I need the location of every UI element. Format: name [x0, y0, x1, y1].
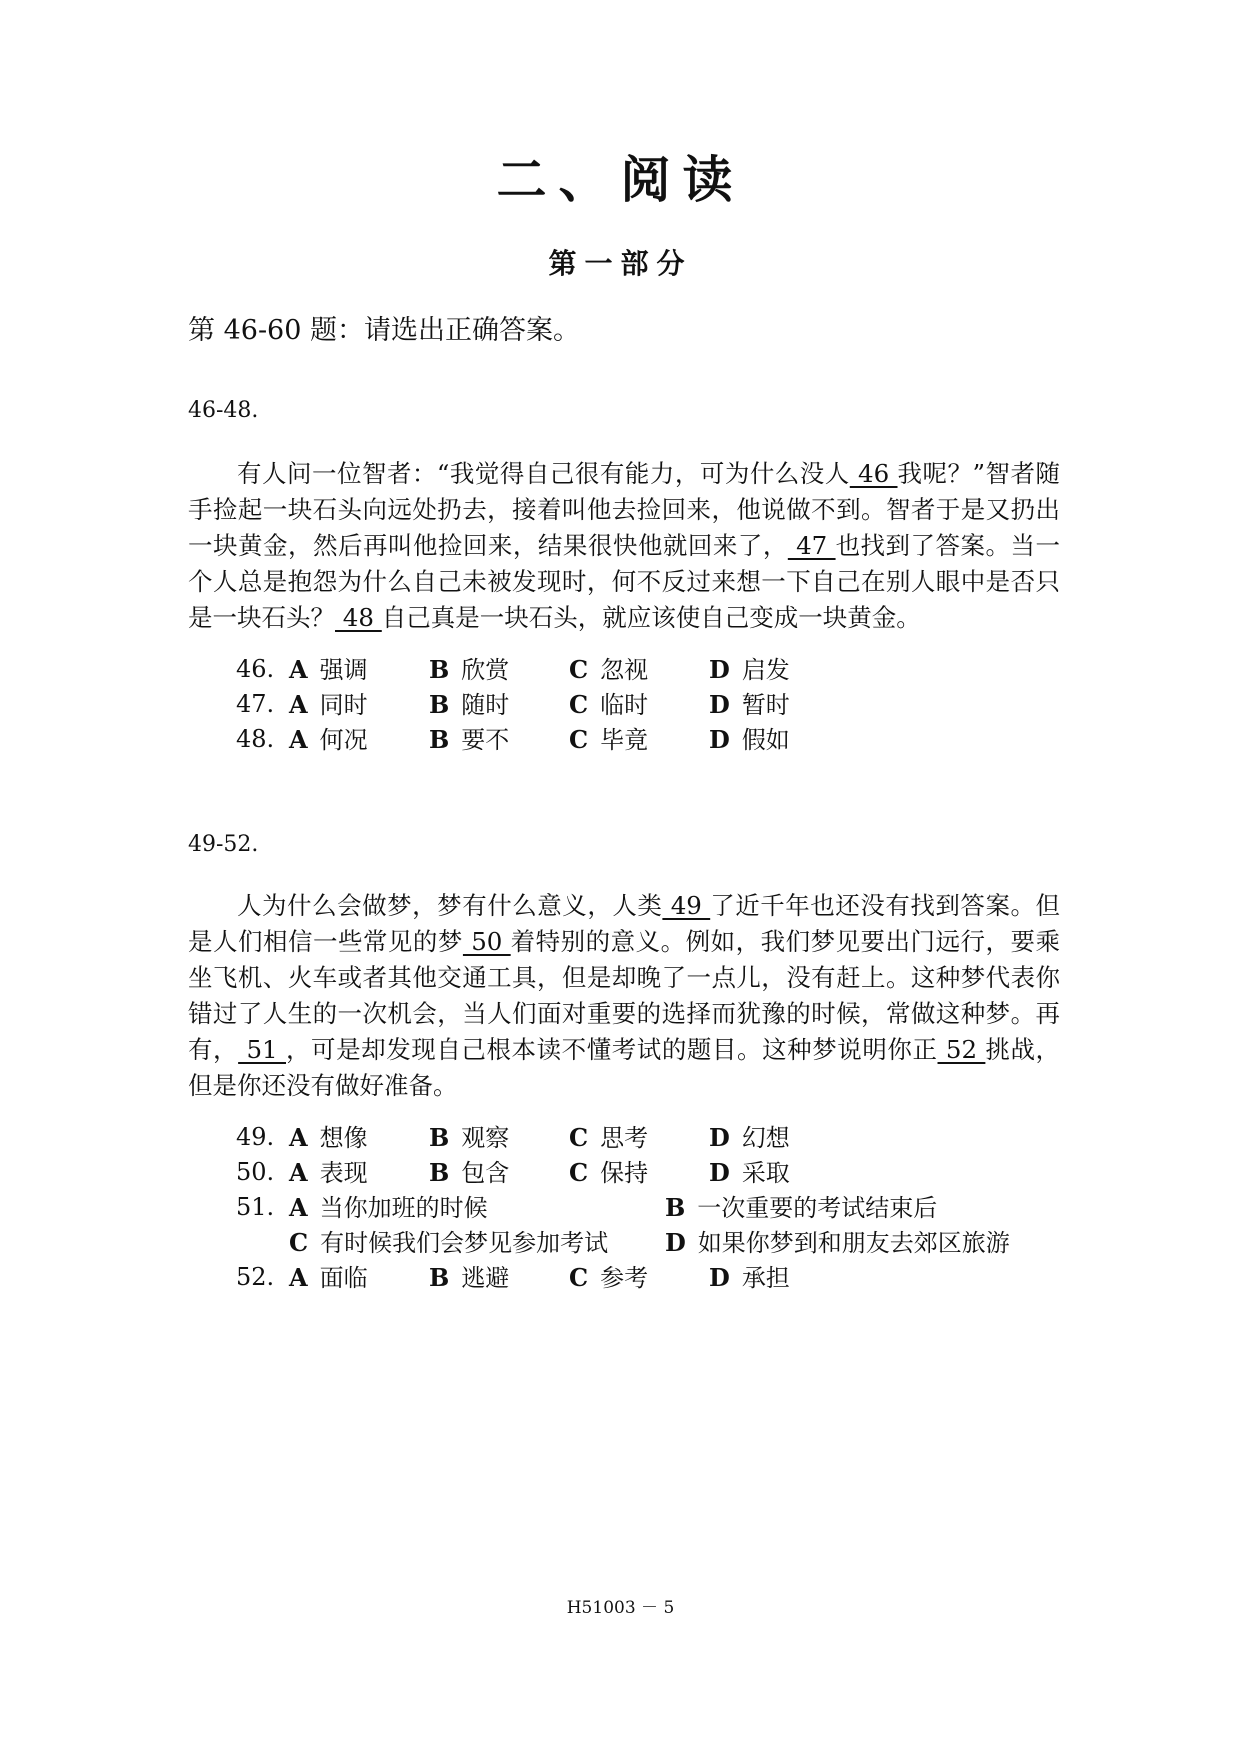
option-b[interactable] — [429, 1155, 509, 1191]
option-d[interactable] — [709, 1260, 790, 1296]
option-letter: C — [569, 1158, 589, 1187]
question-group-label: 46-48. — [188, 398, 259, 423]
option-text: 思考 — [600, 1124, 649, 1152]
option-c[interactable] — [569, 1260, 648, 1296]
option-b[interactable] — [429, 722, 509, 758]
option-c[interactable] — [569, 652, 648, 688]
passage-text: ，可是却发现自己根本读不懂考试的题目。这种梦说明你正 — [286, 1035, 938, 1064]
option-d[interactable] — [665, 1225, 1010, 1261]
option-c[interactable] — [569, 1120, 648, 1156]
section-title: 二、阅读 — [496, 150, 745, 209]
option-text: 采取 — [741, 1159, 790, 1187]
option-text: 承担 — [741, 1264, 790, 1292]
option-d[interactable] — [709, 687, 790, 723]
passage-text: 我呢？”智者随手捡起一块石头向远处扔去，接着叫他去捡回来，他说做不到。智者于是又扔出一块黄金，然后再叫他捡回来，结果很快他就回来了， — [188, 459, 1060, 560]
option-text: 参考 — [600, 1264, 649, 1292]
option-text: 临时 — [600, 691, 649, 719]
option-letter: C — [569, 1263, 589, 1292]
option-text: 想像 — [319, 1124, 368, 1152]
option-letter: C — [569, 690, 589, 719]
option-letter: C — [569, 1123, 589, 1152]
option-letter: B — [665, 1193, 686, 1222]
option-b[interactable] — [429, 652, 509, 688]
option-c[interactable] — [289, 1225, 608, 1261]
question-number: 51. — [236, 1193, 275, 1221]
option-text: 假如 — [741, 726, 790, 754]
question-number: 52. — [236, 1263, 275, 1291]
passage-text: 也找到了答案。当一个人总是抱怨为什么自己未被发现时，何不反过来想一下自己在别人眼中是否只是一块石头？ — [188, 531, 1060, 632]
option-text: 保持 — [600, 1159, 649, 1187]
option-text: 暂时 — [741, 691, 790, 719]
passage-text: 着特别的意义。例如，我们梦见要出门远行，要乘坐飞机、火车或者其他交通工具，但是却晚了一点儿，没有赶上。这种梦代表你错过了人生的一次机会，当人们面对重要的选择而犹豫的时候，常做这种梦。再有， — [188, 927, 1061, 1064]
option-a[interactable] — [289, 687, 368, 723]
option-b[interactable] — [429, 1120, 509, 1156]
blank-48: 48 — [335, 603, 382, 632]
option-letter: A — [289, 1263, 308, 1292]
question-number: 48. — [236, 725, 275, 753]
option-text: 随时 — [461, 691, 510, 719]
option-text: 要不 — [461, 726, 510, 754]
option-text: 欣赏 — [461, 656, 510, 684]
passage-49-52 — [188, 888, 1060, 1104]
option-text: 当你加班的时候 — [319, 1194, 488, 1222]
blank-47: 47 — [787, 531, 836, 560]
option-c[interactable] — [569, 687, 648, 723]
option-b[interactable] — [665, 1190, 937, 1226]
option-a[interactable] — [289, 1120, 368, 1156]
option-text: 忽视 — [600, 656, 649, 684]
blank-49: 49 — [662, 891, 711, 920]
option-text: 观察 — [461, 1124, 510, 1152]
option-text: 何况 — [319, 726, 368, 754]
option-text: 幻想 — [741, 1124, 790, 1152]
option-letter: D — [709, 690, 730, 719]
option-text: 包含 — [461, 1159, 510, 1187]
option-b[interactable] — [429, 687, 509, 723]
option-text: 同时 — [319, 691, 368, 719]
blank-46: 46 — [849, 459, 898, 488]
option-letter: D — [709, 725, 730, 754]
option-d[interactable] — [709, 1120, 790, 1156]
option-letter: D — [709, 1123, 730, 1152]
option-letter: B — [429, 690, 450, 719]
option-text: 强调 — [319, 656, 368, 684]
option-a[interactable] — [289, 1190, 488, 1226]
option-d[interactable] — [709, 722, 790, 758]
option-letter: B — [429, 1263, 450, 1292]
page-footer: H51003 － 5 — [566, 1598, 675, 1618]
option-text: 启发 — [741, 656, 790, 684]
option-a[interactable] — [289, 1155, 368, 1191]
option-text: 毕竟 — [600, 726, 649, 754]
option-letter: A — [289, 1158, 308, 1187]
option-d[interactable] — [709, 652, 790, 688]
option-letter: B — [429, 655, 450, 684]
option-c[interactable] — [569, 1155, 648, 1191]
option-text: 如果你梦到和朋友去郊区旅游 — [697, 1229, 1010, 1257]
option-letter: A — [289, 655, 308, 684]
option-letter: A — [289, 1123, 308, 1152]
option-c[interactable] — [569, 722, 648, 758]
option-a[interactable] — [289, 722, 368, 758]
option-text: 逃避 — [461, 1264, 510, 1292]
question-number: 49. — [236, 1123, 275, 1151]
option-letter: D — [709, 1158, 730, 1187]
option-letter: D — [665, 1228, 686, 1257]
question-number: 46. — [236, 655, 275, 683]
passage-text: 有人问一位智者：“我觉得自己很有能力，可为什么没人 — [237, 459, 850, 488]
passage-46-48 — [188, 456, 1060, 636]
question-number: 47. — [236, 690, 275, 718]
blank-50: 50 — [462, 927, 511, 956]
option-text: 面临 — [319, 1264, 368, 1292]
passage-text: 了近千年也还没有找到答案。但是人们相信一些常见的梦 — [188, 891, 1060, 956]
blank-52: 52 — [937, 1035, 986, 1064]
passage-text: 自己真是一块石头，就应该使自己变成一块黄金。 — [381, 603, 921, 632]
option-letter: C — [289, 1228, 309, 1257]
option-letter: C — [569, 725, 589, 754]
option-letter: A — [289, 690, 308, 719]
option-letter: C — [569, 655, 589, 684]
option-letter: A — [289, 725, 308, 754]
blank-51: 51 — [238, 1035, 286, 1064]
option-text: 一次重要的考试结束后 — [697, 1194, 938, 1222]
option-letter: D — [709, 1263, 730, 1292]
option-b[interactable] — [429, 1260, 509, 1296]
option-d[interactable] — [709, 1155, 790, 1191]
passage-text: 挑战，但是你还没有做好准备。 — [188, 1035, 1061, 1100]
option-letter: A — [289, 1193, 308, 1222]
passage-text: 人为什么会做梦，梦有什么意义，人类 — [237, 891, 663, 920]
question-number: 50. — [236, 1158, 275, 1186]
option-letter: B — [429, 725, 450, 754]
option-a[interactable] — [289, 1260, 368, 1296]
option-a[interactable] — [289, 652, 368, 688]
option-letter: B — [429, 1158, 450, 1187]
option-text: 有时候我们会梦见参加考试 — [320, 1229, 609, 1257]
instruction-text: 第 46-60 题：请选出正确答案。 — [188, 315, 581, 346]
option-letter: B — [429, 1123, 450, 1152]
option-letter: D — [709, 655, 730, 684]
question-group-label: 49-52. — [188, 832, 259, 857]
part-title: 第一部分 — [548, 247, 693, 280]
option-text: 表现 — [319, 1159, 368, 1187]
